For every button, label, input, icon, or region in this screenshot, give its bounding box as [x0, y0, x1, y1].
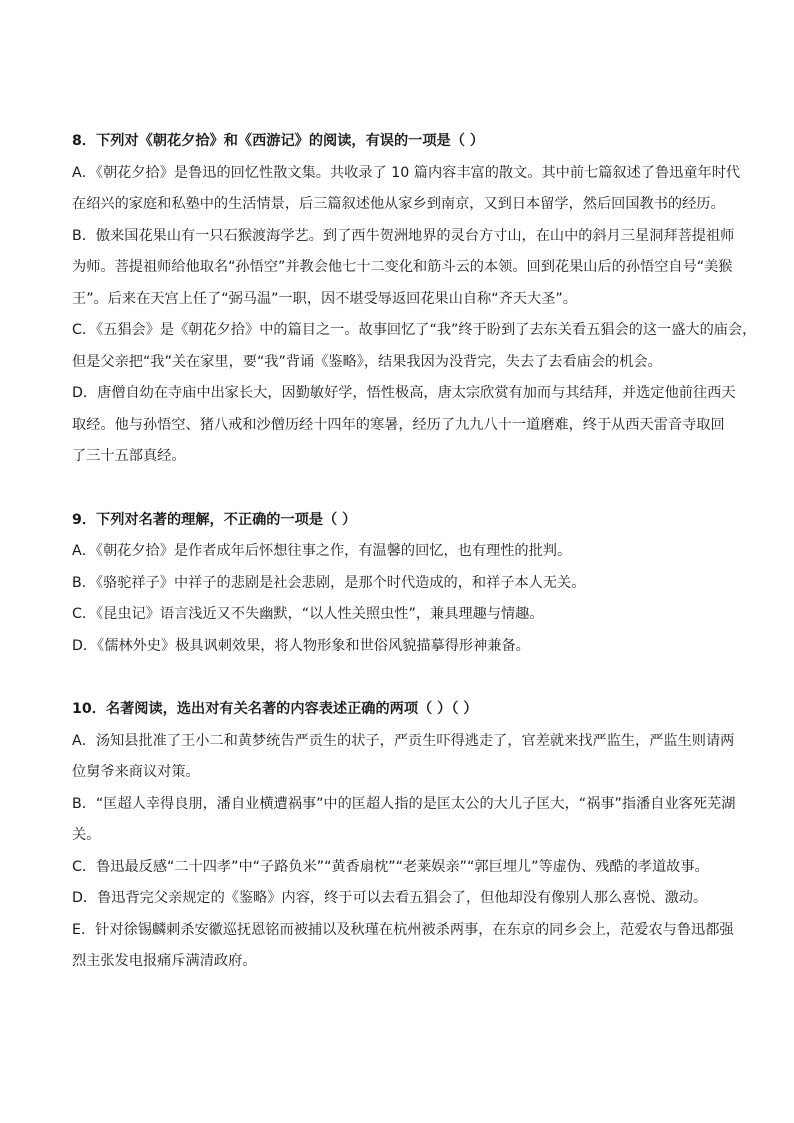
question-8: [72, 126, 757, 473]
option-line: 但是父亲把“我”关在家里，要“我”背诵《鉴略》，结果我因为没背完，失去了去看庙会的机会。: [72, 353, 662, 370]
option-line: E．针对徐锡麟刺杀安徽巡抚恩铭而被捕以及秋瑾在杭州被杀两事，在东京的同乡会上，范爱农与鲁迅都强: [72, 921, 734, 938]
option-line: 了三十五部真经。: [72, 448, 186, 464]
question-10: [72, 694, 736, 978]
option-line: B．《骆驼祥子》中祥子的悲剧是社会悲剧，是那个时代造成的，和祥子本人无关。: [72, 574, 586, 591]
option-line: 关。: [72, 827, 101, 843]
option-line: D．唐僧自幼在寺庙中出家长大，因勤敏好学，悟性极高，唐太宗欣赏有加而与其结拜，并选定他前往西天: [72, 385, 736, 401]
option-line: 烈主张发电报痛斥满清政府。: [72, 953, 257, 969]
option-line: 为师。菩提祖师给他取名“孙悟空”并教会他七十二变化和筋斗云的本领。回到花果山后的孙悟空自号“美猴: [72, 259, 733, 275]
question-stem: 9．下列对名著的理解，不正确的一项是（ ）: [72, 511, 357, 528]
option-line: A．《朝花夕拾》是鲁迅的回忆性散文集。共收录了 10 篇内容丰富的散文。其中前七篇叙述了鲁迅童年时代: [72, 164, 741, 181]
option-line: B．“匡超人幸得良朋，潘自业横遭祸事”中的匡超人指的是匡太公的大儿子匡大，“祸事”指潘自业客死芜湖: [72, 795, 736, 812]
option-line: A．汤知县批准了王小二和黄梦统告严贡生的状子，严贡生吓得逃走了，官差就来找严监生，严监生则请两: [72, 732, 735, 749]
option-line: C．《昆虫记》语言浅近又不失幽默，“以人性关照虫性”，兼具理趣与情趣。: [72, 606, 544, 622]
option-line: C．《五猖会》是《朝花夕拾》中的篇目之一。故事回忆了“我”终于盼到了去东关看五猖会的这一盛大的庙会，: [72, 322, 757, 338]
option-line: 位舅爷来商议对策。: [72, 764, 200, 780]
option-line: A．《朝花夕拾》是作者成年后怀想往事之作，有温馨的回忆，也有理性的批判。: [72, 543, 572, 559]
option-line: 王”。后来在天宫上任了“弼马温”一职，因不堪受辱返回花果山自称“齐天大圣”。: [72, 290, 577, 307]
question-stem: 8．下列对《朝花夕拾》和《西游记》的阅读，有误的一项是（ ）: [72, 133, 485, 149]
option-line: 取经。他与孙悟空、猪八戒和沙僧历经十四年的寒暑，经历了九九八十一道磨难，终于从西天雷音寺取回: [72, 416, 725, 433]
option-line: C．鲁迅最反感“二十四孝”中“子路负米”“黄香扇枕”“老莱娱亲”“郭巨埋儿”等虚伪、残酷的孝道故事。: [72, 858, 709, 875]
question-9: [72, 505, 726, 663]
option-line: 在绍兴的家庭和私塾中的生活情景，后三篇叙述他从家乡到南京，又到日本留学，然后回国教书的经历。: [72, 196, 725, 212]
question-stem: 10．名著阅读，选出对有关名著的内容表述正确的两项（ ）（ ）: [72, 701, 478, 717]
option-line: B．傲来国花果山有一只石猴渡海学艺。到了西牛贺洲地界的灵台方寸山，在山中的斜月三星洞拜菩提祖师: [72, 227, 735, 244]
option-line: D．鲁迅背完父亲规定的《鉴略》内容，终于可以去看五猖会了，但他却没有像别人那么喜悦、激动。: [72, 890, 708, 906]
option-line: D．《儒林外史》极具讽刺效果，将人物形象和世俗风貌描摹得形神兼备。: [72, 637, 530, 654]
